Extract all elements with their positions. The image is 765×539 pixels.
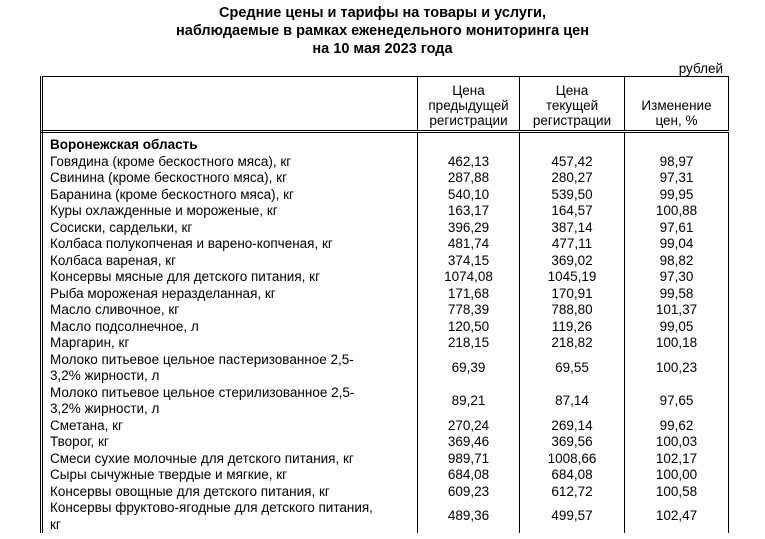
row-current-price: 87,14 [520,385,625,418]
row-name: Консервы мясные для детского питания, кг [42,269,418,286]
table-row [42,302,729,319]
region-row [42,132,729,154]
row-current-price: 499,57 [520,500,625,533]
title-line-3: на 10 мая 2023 года [312,41,453,57]
row-prev-price: 270,24 [418,418,520,435]
row-current-price: 788,80 [520,302,625,319]
row-price-change: 98,82 [625,253,729,270]
row-price-change: 97,31 [625,170,729,187]
row-name: Рыба мороженая неразделанная, кг [42,286,418,303]
row-prev-price: 374,15 [418,253,520,270]
row-prev-price: 287,88 [418,170,520,187]
row-price-change: 97,65 [625,385,729,418]
row-current-price: 164,57 [520,203,625,220]
row-name: Молоко питьевое цельное стерилизованное 2,5- 3,2% жирности, л [42,385,418,418]
units-label: рублей [678,61,723,76]
row-current-price: 170,91 [520,286,625,303]
table-row [42,236,729,253]
row-name: Масло подсолнечное, л [42,319,418,336]
row-name: Консервы фруктово-ягодные для детского питания, кг [42,500,418,533]
table-row [42,352,729,385]
row-prev-price: 540,10 [418,187,520,204]
row-current-price: 539,50 [520,187,625,204]
row-price-change: 102,47 [625,500,729,533]
table-row [42,154,729,171]
row-current-price: 369,02 [520,253,625,270]
table-row [42,170,729,187]
row-price-change: 100,00 [625,467,729,484]
table-header-row [42,77,729,132]
row-name: Творог, кг [42,434,418,451]
row-price-change: 100,23 [625,352,729,385]
row-prev-price: 163,17 [418,203,520,220]
row-price-change: 99,58 [625,286,729,303]
row-current-price: 612,72 [520,484,625,501]
row-name: Сосиски, сардельки, кг [42,220,418,237]
row-name: Масло сливочное, кг [42,302,418,319]
table-row [42,385,729,418]
row-prev-price: 489,36 [418,500,520,533]
row-prev-price: 1074,08 [418,269,520,286]
row-current-price: 387,14 [520,220,625,237]
row-name: Консервы овощные для детского питания, кг [42,484,418,501]
row-price-change: 102,17 [625,451,729,468]
row-price-change: 98,97 [625,154,729,171]
row-prev-price: 778,39 [418,302,520,319]
row-prev-price: 120,50 [418,319,520,336]
row-price-change: 99,04 [625,236,729,253]
row-name: Сыры сычужные твердые и мягкие, кг [42,467,418,484]
region-name: Воронежская область [42,132,418,154]
row-current-price: 269,14 [520,418,625,435]
row-prev-price: 989,71 [418,451,520,468]
header-price-change: Изменение цен, % [625,77,729,132]
row-current-price: 369,56 [520,434,625,451]
table-row [42,203,729,220]
row-name: Куры охлажденные и мороженые, кг [42,203,418,220]
table-row [42,253,729,270]
table-row [42,451,729,468]
row-prev-price: 171,68 [418,286,520,303]
document-title [0,4,765,58]
header-current-price: Цена текущей регистрации [520,77,625,132]
row-name: Говядина (кроме бескостного мяса), кг [42,154,418,171]
row-current-price: 684,08 [520,467,625,484]
header-prev-price: Цена предыдущей регистрации [418,77,520,132]
row-name: Маргарин, кг [42,335,418,352]
row-prev-price: 69,39 [418,352,520,385]
row-price-change: 100,18 [625,335,729,352]
row-current-price: 69,55 [520,352,625,385]
row-name: Смеси сухие молочные для детского питания, кг [42,451,418,468]
table-row [42,500,729,533]
row-current-price: 218,82 [520,335,625,352]
row-price-change: 97,30 [625,269,729,286]
row-prev-price: 462,13 [418,154,520,171]
row-prev-price: 609,23 [418,484,520,501]
row-name: Баранина (кроме бескостного мяса), кг [42,187,418,204]
row-current-price: 1008,66 [520,451,625,468]
table-row [42,467,729,484]
table-row [42,286,729,303]
row-prev-price: 218,15 [418,335,520,352]
row-price-change: 99,05 [625,319,729,336]
table-row [42,269,729,286]
row-current-price: 280,27 [520,170,625,187]
row-prev-price: 481,74 [418,236,520,253]
row-current-price: 457,42 [520,154,625,171]
table-row [42,335,729,352]
title-line-2: наблюдаемые в рамках еженедельного мониторинга цен [176,23,589,39]
row-name: Сметана, кг [42,418,418,435]
row-current-price: 1045,19 [520,269,625,286]
row-name: Молоко питьевое цельное пастеризованное 2,5- 3,2% жирности, л [42,352,418,385]
table-row [42,484,729,501]
row-prev-price: 369,46 [418,434,520,451]
row-current-price: 119,26 [520,319,625,336]
row-prev-price: 684,08 [418,467,520,484]
row-name: Колбаса вареная, кг [42,253,418,270]
row-prev-price: 89,21 [418,385,520,418]
table-row [42,434,729,451]
row-price-change: 100,03 [625,434,729,451]
row-price-change: 97,61 [625,220,729,237]
row-price-change: 101,37 [625,302,729,319]
row-price-change: 99,62 [625,418,729,435]
row-current-price: 477,11 [520,236,625,253]
row-name: Колбаса полукопченая и варено-копченая, кг [42,236,418,253]
row-prev-price: 396,29 [418,220,520,237]
row-name: Свинина (кроме бескостного мяса), кг [42,170,418,187]
row-price-change: 100,58 [625,484,729,501]
price-table [40,76,729,533]
table-row [42,220,729,237]
row-price-change: 99,95 [625,187,729,204]
table-row [42,319,729,336]
table-row [42,418,729,435]
table-row [42,187,729,204]
header-name [42,77,418,132]
row-price-change: 100,88 [625,203,729,220]
title-line-1: Средние цены и тарифы на товары и услуги, [219,5,546,21]
